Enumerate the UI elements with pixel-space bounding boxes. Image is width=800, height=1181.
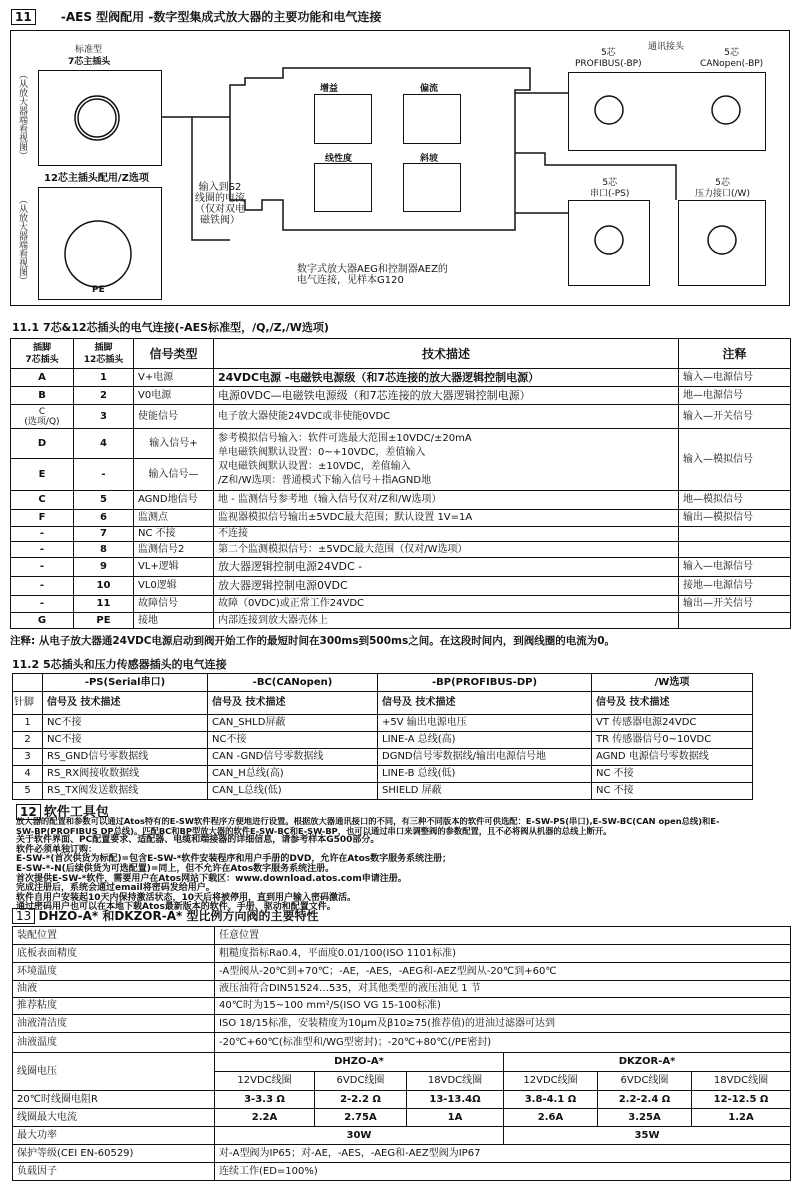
table-row: 12VDC线圈 6VDC线圈 18VDC线圈 12VDC线圈 6VDC线圈 18VDC线圈 [13, 1072, 791, 1091]
pe-label: PE [92, 285, 105, 295]
section-title: -AES 型阀配用 -数字型集成式放大器的主要功能和电气连接 [60, 10, 382, 24]
table-row: 2 NC不接 NC不接 LINE-A 总线(高) TR 传感器信号0~10VDC [13, 732, 753, 749]
graph-ramp-label: 斜坡 [420, 154, 439, 164]
comm-connectors [568, 72, 766, 151]
graph-gain-label: 增益 [320, 84, 339, 94]
comm-title: 通讯接头 [648, 42, 685, 52]
table-row: 最大功率 30W 35W [13, 1127, 791, 1145]
pin7-label: 7芯主插头 [68, 57, 111, 67]
text-line: 关于软件界面、PC配置要求、适配器、电缆和端接器的详细信息，请参考样本G500部分。 [16, 835, 380, 846]
text-line: 通过密码用户也可以在本地下载Atos最新版本的软件、手册、驱动和配置文件。 [16, 902, 336, 913]
graph-linearity-label: 线性度 [325, 154, 353, 164]
table-row: - 9 VL+逻辑 放大器逻辑控制电源24VDC - 输入—电源信号 [11, 558, 791, 577]
section-11-1-title: 11.1 7芯&12芯插头的电气连接(-AES标准型，/Q,/Z,/W选项) [12, 321, 329, 334]
table-row: 环境温度 -A型阀从-20℃到+70℃；-AE，-AES，-AEG和-AEZ型阀从-20℃到+60℃ [13, 963, 791, 981]
text-line: E-SW-*-N(后续供货为可选配置)=同上，但不允许在Atos数字服务系统注册。 [16, 863, 335, 874]
graph-ramp [403, 163, 461, 212]
section-number: 13 [12, 908, 35, 924]
table-row: 5 RS_TX阀发送数据线 CAN_L总线(低) SHIELD 屏蔽 NC 不接 [13, 783, 753, 800]
section-number: 11 [11, 9, 36, 25]
pin-table-7-12 [10, 338, 791, 629]
characteristics-table [12, 926, 791, 1181]
table-row: 油液 液压油符合DIN51524…535，对其他类型的液压油见 1 节 [13, 981, 791, 998]
graph-bias [403, 94, 461, 144]
table-row: 装配位置 任意位置 [13, 927, 791, 945]
text-line: 软件必须单独订购： [16, 844, 98, 855]
software-text [16, 817, 796, 913]
table-row: 4 RS_RX阀接收数据线 CAN_H总线(高) LINE-B 总线(低) NC 不接 [13, 766, 753, 783]
section-13-heading [12, 907, 318, 924]
aeg-note: 数字式放大器AEG和控制器AEZ的 电气连接，见样本G120 [297, 264, 448, 286]
table-header: 插脚 7芯插头 插脚 12芯插头 信号类型 技术描述 注释 [11, 339, 791, 369]
pin7-connector [38, 70, 162, 166]
table-row: B 2 V0电源 电源0VDC—电磁铁电源级（和7芯连接的放大器逻辑控制电源） 地—电源信号 [11, 387, 791, 405]
table-row: 油液清洁度 ISO 18/15标准，安装精度为10μm及β10≥75(推荐值)的进油过滤器可达到 [13, 1015, 791, 1033]
profibus-label: 5芯 PROFIBUS(-BP) [575, 48, 642, 69]
table-header: -PS(Serial串口) -BC(CANopen) -BP(PROFIBUS-DP) /W选项 [13, 674, 753, 692]
text-line: E-SW-*(首次供货为标配)=包含E-SW-*软件安装程序和用户手册的DVD，允许在Atos数字服务系统注册； [16, 854, 452, 865]
table-row: D 4 输入信号+ 参考模拟信号输入：软件可选最大范围±10VDC/±20mA 单电磁铁阀默认设置：0~+10VDC，差值输入 双电磁铁阀默认设置：±10VDC，差值输入 /Z和/W选项：普通模式下输入信号＋指AGND地 输入—模拟信号 [11, 429, 791, 459]
table-row: 20℃时线圈电阻R 3-3.3 Ω 2-2.2 Ω 13-13.4Ω 3.8-4.1 Ω 2.2-2.4 Ω 12-12.5 Ω [13, 1091, 791, 1109]
serial-label: 5芯 串口(-PS) [590, 178, 630, 199]
view-note: （从放大器端看视图） [17, 195, 27, 285]
table-row: C (选项/Q) 3 使能信号 电子放大器使能24VDC或非使能0VDC 输入—开关信号 [11, 405, 791, 429]
view-note: （从放大器端看视图） [17, 70, 27, 160]
table-row: - 11 故障信号 故障（0VDC)或正常工作24VDC 输出—开关信号 [11, 596, 791, 613]
table-row: A 1 V+电源 24VDC电源 -电磁铁电源级（和7芯连接的放大器逻辑控制电源） 输入—电源信号 [11, 369, 791, 387]
table-row: - 7 NC 不接 不连接 [11, 527, 791, 542]
section-title: 软件工具包 [43, 805, 109, 820]
table-row: 3 RS_GND信号零数据线 CAN -GND信号零数据线 DGND信号零数据线/输出电源信号地 AGND 电源信号零数据线 [13, 749, 753, 766]
section-title: DHZO-A* 和DKZOR-A* 型比例方向阀的主要特性 [38, 909, 319, 923]
pin-table-5 [12, 673, 753, 800]
table-row: - 10 VL0逻辑 放大器逻辑控制电源0VDC 接地—电源信号 [11, 577, 791, 596]
section-11-2-title: 11.2 5芯插头和压力传感器插头的电气连接 [12, 658, 227, 671]
text-line: SW-BP(PROFIBUS DP总线)。匹配BC和BP型放大器的软件E-SW-BC和E-SW-BP，也可以通过串口来调整阀的参数配置，且不必将阀从机器的总线上断开。 [16, 825, 612, 836]
graph-gain [314, 94, 372, 144]
text-line: 放大器的配置和参数可以通过Atos特有的E-SW软件程序方便地进行设置。根据放大器通讯接口的不同，有三种不同版本的软件可供选配：E-SW-PS(串口),E-SW-BC(CAN open总线)和E- [16, 817, 720, 826]
table-row: 负载因子 连续工作(ED=100%) [13, 1163, 791, 1181]
pressure-connector [678, 200, 766, 286]
table-row: 线圈最大电流 2.2A 2.75A 1A 2.6A 3.25A 1.2A [13, 1109, 791, 1127]
table-row: 1 NC不接 CAN_SHLD屏蔽 +5V 输出电源电压 VT 传感器电源24VDC [13, 715, 753, 732]
pressure-label: 5芯 压力接口(/W) [695, 178, 750, 199]
table-row: F 6 监测点 监视器模拟信号输出±5VDC最大范围；默认设置 1V=1A 输出—模拟信号 [11, 510, 791, 527]
text-line: 首次提供E-SW-*软件，需要用户在Atos网站下载区：www.download.atos.com申请注册。 [16, 873, 407, 884]
text-line: 软件自用户安装起10天内保持激活状态，10天后将被停用，直到用户输入密码激活。 [16, 892, 357, 903]
canopen-label: 5芯 CANopen(-BP) [700, 48, 764, 69]
s2-note: 输入到S2 线圈的电流 （仅对双电 磁铁阀） [195, 182, 245, 226]
pin12-label: 12芯主插头配用/Z选项 [44, 173, 149, 184]
table-row: C 5 AGND地信号 地 - 监测信号参考地（输入信号仅对/Z和/W选项） 地—模拟信号 [11, 491, 791, 510]
section-number: 12 [16, 804, 41, 820]
table-row: 保护等级(CEI EN-60529) 对-A型阀为IP65；对-AE，-AES，-AEG和-AEZ型阀为IP67 [13, 1145, 791, 1163]
table-subheader: 针脚 信号及 技术描述 信号及 技术描述 信号及 技术描述 信号及 技术描述 [13, 692, 753, 715]
table-row: - 8 监测信号2 第二个监测模拟信号：±5VDC最大范围（仅对/W选项） [11, 542, 791, 558]
table-row: 推荐粘度 40℃时为15~100 mm²/S(ISO VG 15-100标准) [13, 998, 791, 1015]
graph-bias-label: 偏流 [420, 84, 439, 94]
serial-connector [568, 200, 650, 286]
table-row: G PE 接地 内部连接到放大器壳体上 [11, 613, 791, 629]
table-row: 油液温度 -20℃+60℃(标准型和/WG型密封)；-20℃+80℃(/PE密封) [13, 1033, 791, 1053]
table-row: 线圈电压 DHZO-A* DKZOR-A* [13, 1053, 791, 1072]
table-note: 注释: 从电子放大器通24VDC电源启动到阀开始工作的最短时间在300ms到500ms之间。在这段时间内，到阀线圈的电流为0。 [10, 635, 616, 647]
table-row: 底板表面精度 粗糙度指标Ra0.4，平面度0.01/100(ISO 1101标准) [13, 945, 791, 963]
table-row: E - 输入信号— [11, 459, 791, 491]
std-type-label: 标准型 [75, 45, 103, 55]
text-line: 完成注册后，系统会通过email将密码发给用户。 [16, 883, 215, 894]
graph-linearity [314, 163, 372, 212]
pin12-connector [38, 187, 162, 300]
